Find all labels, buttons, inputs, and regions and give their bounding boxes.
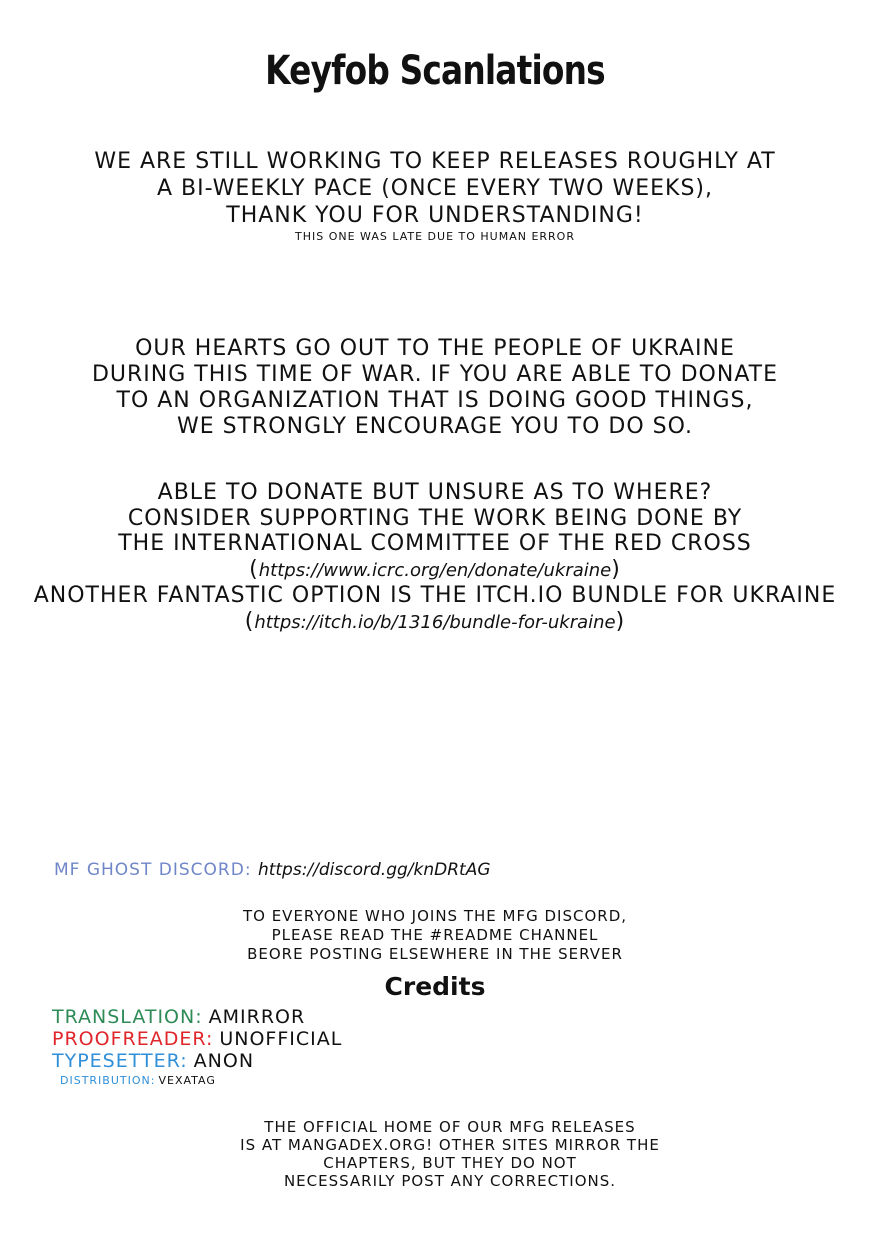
page-title: Keyfob Scanlations (265, 48, 605, 94)
discord-row (54, 860, 491, 880)
credits-list (52, 1006, 342, 1090)
discord-label: MF GHOST DISCORD: (54, 860, 252, 880)
notice-line: WE ARE STILL WORKING TO KEEP RELEASES ROUGHLY AT (94, 149, 776, 174)
donate-line: CONSIDER SUPPORTING THE WORK BEING DONE BY (127, 505, 743, 531)
donate-section (0, 480, 870, 635)
credit-name: UNOFFICIAL (219, 1028, 343, 1050)
discord-note-line: BEORE POSTING ELSEWHERE IN THE SERVER (247, 945, 623, 963)
ukraine-line: TO AN ORGANIZATION THAT IS DOING GOOD THINGS, (116, 388, 754, 413)
credit-role: DISTRIBUTION: (60, 1074, 156, 1087)
credit-role: TYPESETTER: (52, 1050, 188, 1072)
home-note-line: NECESSARILY POST ANY CORRECTIONS. (283, 1172, 617, 1190)
discord-note (180, 907, 690, 964)
credit-typesetter (52, 1050, 342, 1072)
credit-name: ANON (193, 1050, 255, 1072)
credit-distribution (52, 1072, 342, 1090)
release-notice (0, 148, 870, 229)
credits-heading: Credits (384, 972, 486, 1001)
donate-line: ANOTHER FANTASTIC OPTION IS THE ITCH.IO BUNDLE FOR UKRAINE (33, 583, 837, 608)
credit-role: PROOFREADER: (52, 1028, 214, 1050)
discord-link[interactable]: https://discord.gg/knDRtAG (257, 860, 491, 880)
itch-link-row: (https://itch.io/b/1316/bundle-for-ukraine) (244, 608, 626, 634)
home-note-line: CHAPTERS, BUT THEY DO NOT (323, 1154, 577, 1172)
ukraine-line: WE STRONGLY ENCOURAGE YOU TO DO SO. (176, 414, 694, 439)
icrc-link-row: (https://www.icrc.org/en/donate/ukraine) (249, 556, 621, 582)
credit-proofreader (52, 1028, 342, 1050)
discord-note-line: PLEASE READ THE #README CHANNEL (271, 926, 599, 944)
ukraine-message (0, 336, 870, 440)
home-note-line: IS AT MANGADEX.ORG! OTHER SITES MIRROR THE (240, 1136, 660, 1154)
discord-note-line: TO EVERYONE WHO JOINS THE MFG DISCORD, (242, 907, 628, 925)
ukraine-line: DURING THIS TIME OF WAR. IF YOU ARE ABLE TO DONATE (91, 362, 779, 387)
credit-role: TRANSLATION: (52, 1006, 203, 1028)
home-note-line: THE OFFICIAL HOME OF OUR MFG RELEASES (264, 1118, 636, 1136)
late-release-note: THIS ONE WAS LATE DUE TO HUMAN ERROR (295, 230, 575, 243)
official-home-note (230, 1118, 670, 1190)
credit-name: AMIRROR (208, 1006, 306, 1028)
icrc-donate-link[interactable]: https://www.icrc.org/en/donate/ukraine (258, 559, 612, 581)
credit-translation (52, 1006, 342, 1028)
notice-line: THANK YOU FOR UNDERSTANDING! (226, 203, 644, 228)
donate-line: ABLE TO DONATE BUT UNSURE AS TO WHERE? (157, 480, 713, 505)
credit-name: VEXATAG (158, 1074, 216, 1087)
ukraine-line: OUR HEARTS GO OUT TO THE PEOPLE OF UKRAINE (135, 336, 735, 361)
donate-line: THE INTERNATIONAL COMMITTEE OF THE RED CROSS (118, 531, 752, 556)
notice-line: A BI-WEEKLY PACE (ONCE EVERY TWO WEEKS), (157, 176, 713, 201)
itch-bundle-link[interactable]: https://itch.io/b/1316/bundle-for-ukraine (254, 611, 616, 633)
